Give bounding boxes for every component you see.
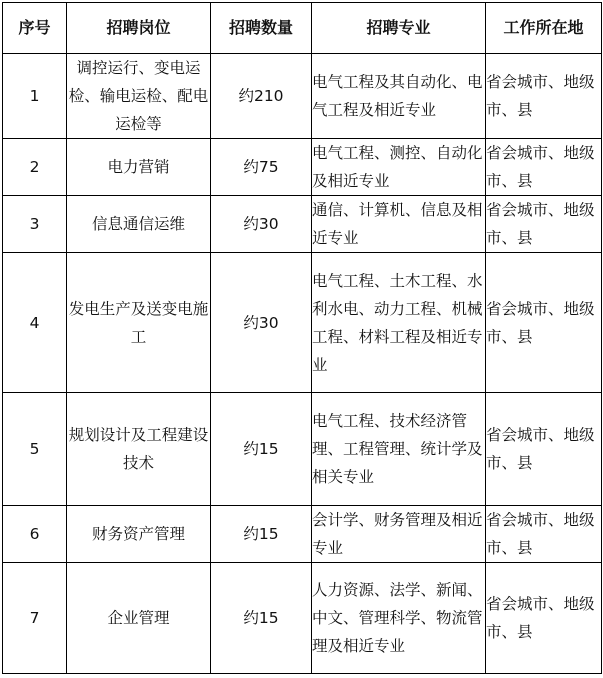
- row-major-text: 电气工程及其自动化、电气工程及相近专业: [312, 73, 483, 119]
- row-position-text: 企业管理: [107, 609, 170, 627]
- row-major: [312, 196, 486, 253]
- row-major: [312, 139, 486, 196]
- row-count: 约210: [211, 54, 312, 139]
- row-position: [67, 139, 211, 196]
- row-major-text: 电气工程、技术经济管理、工程管理、统计学及相关专业: [312, 412, 483, 486]
- row-major-text: 会计学、财务管理及相近专业: [312, 511, 483, 557]
- row-position: [67, 393, 211, 506]
- row-position: [67, 196, 211, 253]
- row-position-text: 调控运行、变电运检、输电运检、配电运检等: [68, 59, 209, 133]
- row-no: 1: [3, 54, 67, 139]
- row-location-text: 省会城市、地级市、县: [486, 426, 595, 472]
- row-location-text: 省会城市、地级市、县: [486, 299, 595, 346]
- row-location-text: 省会城市、地级市、县: [486, 595, 595, 641]
- row-no: 3: [3, 196, 67, 253]
- header-row: [3, 3, 602, 54]
- row-location: [486, 139, 602, 196]
- row-location-text: 省会城市、地级市、县: [486, 73, 595, 119]
- table-header: [3, 3, 602, 54]
- row-no: 5: [3, 393, 67, 506]
- header-position: 招聘岗位: [67, 3, 211, 54]
- row-no: 7: [3, 563, 67, 674]
- row-major: [312, 253, 486, 393]
- row-major: [312, 506, 486, 563]
- row-location: [486, 506, 602, 563]
- row-position: [67, 506, 211, 563]
- recruitment-table: [2, 2, 602, 674]
- row-location: [486, 253, 602, 393]
- table-row: [3, 563, 602, 674]
- table-row: [3, 506, 602, 563]
- table-row: [3, 54, 602, 139]
- table-row: [3, 196, 602, 253]
- row-count: 约30: [211, 196, 312, 253]
- table-row: [3, 139, 602, 196]
- row-location: [486, 563, 602, 674]
- row-position: [67, 253, 211, 393]
- row-major: [312, 54, 486, 139]
- row-position-text: 规划设计及工程建设技术: [68, 426, 209, 472]
- row-no: 4: [3, 253, 67, 393]
- row-position-text: 电力营销: [107, 158, 170, 176]
- header-no: 序号: [3, 3, 67, 54]
- row-count: 约15: [211, 506, 312, 563]
- row-location-text: 省会城市、地级市、县: [486, 511, 595, 557]
- header-location: 工作所在地: [486, 3, 602, 54]
- row-major-text: 人力资源、法学、新闻、中文、管理科学、物流管理及相近专业: [312, 581, 483, 655]
- row-position-text: 发电生产及送变电施工: [68, 299, 209, 346]
- row-count: 约30: [211, 253, 312, 393]
- row-major-text: 电气工程、测控、自动化及相近专业: [312, 144, 483, 190]
- row-position-text: 信息通信运维: [91, 215, 185, 233]
- row-no: 6: [3, 506, 67, 563]
- row-location-text: 省会城市、地级市、县: [486, 201, 595, 247]
- row-location-text: 省会城市、地级市、县: [486, 144, 595, 190]
- header-count: 招聘数量: [211, 3, 312, 54]
- row-location: [486, 393, 602, 506]
- row-location: [486, 54, 602, 139]
- table-row: [3, 253, 602, 393]
- table-row: [3, 393, 602, 506]
- row-count: 约75: [211, 139, 312, 196]
- row-major: [312, 393, 486, 506]
- row-count: 约15: [211, 563, 312, 674]
- row-major: [312, 563, 486, 674]
- row-position-text: 财务资产管理: [91, 525, 185, 543]
- table-body: [3, 54, 602, 674]
- row-no: 2: [3, 139, 67, 196]
- row-count: 约15: [211, 393, 312, 506]
- row-major-text: 通信、计算机、信息及相近专业: [312, 201, 483, 247]
- row-position: [67, 54, 211, 139]
- header-major: 招聘专业: [312, 3, 486, 54]
- row-position: [67, 563, 211, 674]
- row-major-text: 电气工程、土木工程、水利水电、动力工程、机械工程、材料工程及相近专业: [312, 271, 483, 374]
- row-location: [486, 196, 602, 253]
